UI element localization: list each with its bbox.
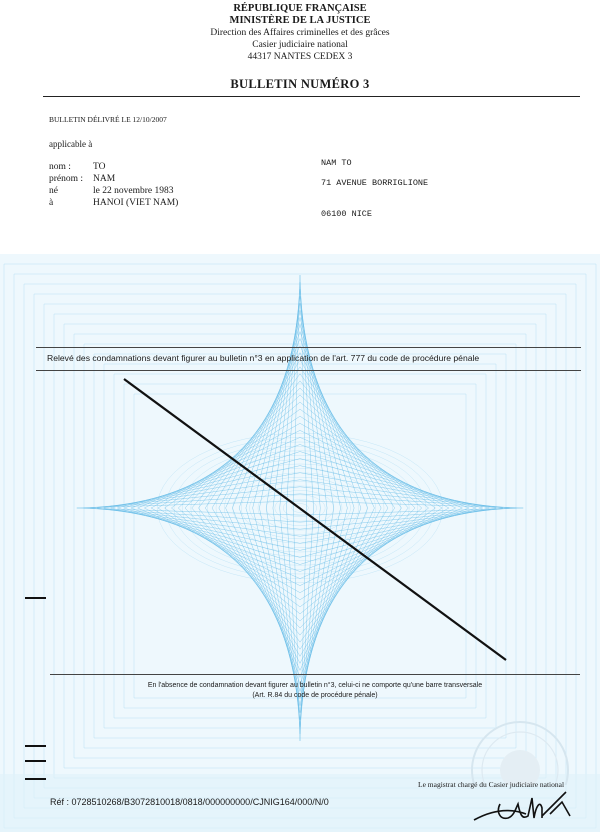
delivery-date: BULLETIN DÉLIVRÉ LE 12/10/2007	[49, 115, 167, 124]
margin-mark-3	[25, 760, 46, 762]
absence-line-1: En l'absence de condamnation devant figurer au bulletin n°3, celui-ci ne comporte qu'une barre transversale	[147, 682, 483, 689]
a-label: à	[49, 198, 54, 208]
nom-value: TO	[93, 162, 106, 172]
absence-line-2: (Art. R.84 du code de procédure pénale)	[252, 692, 378, 699]
header-republique: RÉPUBLIQUE FRANÇAISE	[233, 3, 367, 14]
margin-mark-2	[25, 745, 46, 747]
signature	[470, 786, 590, 830]
header-ministere: MINISTÈRE DE LA JUSTICE	[229, 15, 371, 26]
magistrate-caption: Le magistrat chargé du Casier judiciaire national	[418, 780, 565, 789]
ne-label: né	[49, 186, 58, 196]
applicable-label: applicable à	[49, 139, 93, 149]
birth-date: le 22 novembre 1983	[93, 186, 174, 196]
prenom-value: NAM	[93, 174, 116, 184]
header-casier: Casier judiciaire national	[252, 40, 348, 50]
address-city: 06100 NICE	[321, 209, 373, 219]
header-direction: Direction des Affaires criminelles et des grâces	[210, 28, 390, 38]
header-address: 44317 NANTES CEDEX 3	[247, 52, 353, 62]
absence-rule	[50, 674, 580, 675]
reference-number: Réf : 0728510268/B3072810018/0818/000000000/CJNIG164/000/N/0	[50, 797, 329, 807]
releve-heading: Relevé des condamnations devant figurer au bulletin n°3 en application de l'art. 777 du code de procédure pénale	[47, 353, 480, 363]
absence-note	[50, 681, 580, 701]
address-name: NAM TO	[321, 158, 352, 168]
official-seal	[465, 715, 575, 785]
birth-place: HANOI (VIET NAM)	[93, 198, 179, 208]
prenom-label: prénom :	[49, 174, 84, 184]
margin-mark-4	[25, 778, 46, 780]
margin-mark-1	[25, 597, 46, 599]
address-street: 71 AVENUE BORRIGLIONE	[321, 178, 429, 188]
document-title: BULLETIN NUMÉRO 3	[230, 77, 370, 91]
nom-label: nom :	[49, 162, 71, 172]
